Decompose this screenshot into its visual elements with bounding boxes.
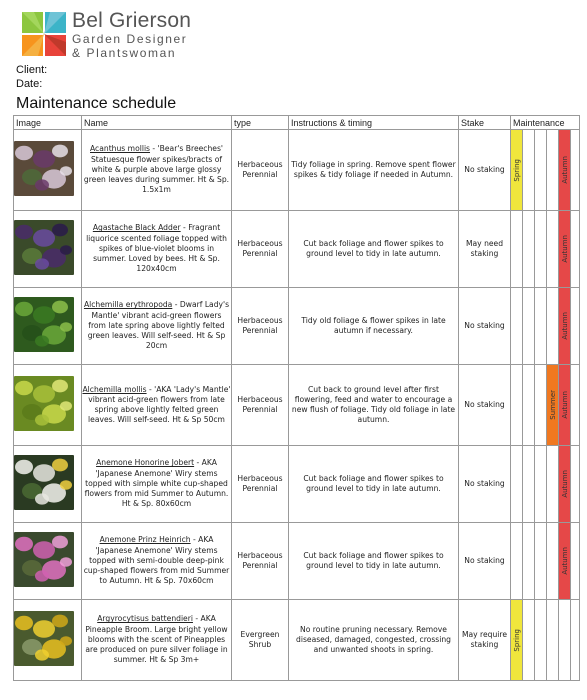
stake-info: No staking: [459, 523, 511, 600]
maintenance-cell: [535, 288, 547, 365]
plant-name-link[interactable]: Anemone Honorine Jobert: [96, 458, 195, 468]
table-row: [14, 523, 580, 600]
name-cell: [82, 288, 232, 365]
maintenance-cell: [523, 600, 535, 681]
plant-name-link[interactable]: Acanthus mollis: [90, 144, 151, 154]
plant-photo: [14, 376, 74, 431]
name-cell: [82, 365, 232, 446]
name-cell: [82, 523, 232, 600]
plant-description: - Dwarf Lady's Mantle' vibrant acid-green flowers from late spring above lightly felted green leaves. Will self-seed. Ht & Sp 20cm: [87, 300, 230, 351]
maintenance-cell: [511, 288, 523, 365]
image-cell: [14, 523, 82, 600]
instructions: Cut back foliage and flower spikes to ground level to tidy in late autumn.: [289, 211, 459, 288]
season-label: Spring: [512, 158, 521, 182]
name-cell: [82, 130, 232, 211]
stake-info: No staking: [459, 365, 511, 446]
table-row: [14, 446, 580, 523]
table-row: [14, 288, 580, 365]
col-header-instructions: Instructions & timing: [289, 116, 459, 130]
stake-info: May need staking: [459, 211, 511, 288]
maintenance-cell: [535, 365, 547, 446]
maintenance-cell: [547, 365, 559, 446]
image-cell: [14, 446, 82, 523]
plant-photo: [14, 297, 74, 352]
plant-photo: [14, 611, 74, 666]
maintenance-cell: [571, 288, 580, 365]
maintenance-cell: [547, 446, 559, 523]
plant-name-link[interactable]: Agastache Black Adder: [92, 223, 181, 233]
brand-name: Bel Grierson: [72, 9, 192, 32]
season-label: Autumn: [560, 156, 569, 184]
plant-description: - 'AKA 'Lady's Mantle' vibrant acid-green flowers from late spring above lightly felted green leaves. Will self-seed. Ht & Sp 50cm: [88, 384, 231, 425]
plant-type: Evergreen Shrub: [232, 600, 289, 681]
maintenance-cell: [523, 130, 535, 211]
maintenance-cell: [571, 446, 580, 523]
plant-photo: [14, 141, 74, 196]
season-label: Autumn: [560, 312, 569, 340]
name-cell: [82, 446, 232, 523]
stake-info: No staking: [459, 288, 511, 365]
date-label: Date:: [16, 78, 43, 90]
client-label: Client:: [16, 64, 48, 76]
table-row: [14, 130, 580, 211]
maintenance-cell: [571, 211, 580, 288]
stake-info: No staking: [459, 130, 511, 211]
season-label: Autumn: [560, 470, 569, 498]
maintenance-cell: [535, 523, 547, 600]
maintenance-cell: [535, 130, 547, 211]
plant-photo: [14, 220, 74, 275]
col-header-name: Name: [82, 116, 232, 130]
maintenance-cell: [511, 523, 523, 600]
plant-type: Herbaceous Perennial: [232, 365, 289, 446]
company-logo: [22, 12, 66, 56]
maintenance-cell: [571, 523, 580, 600]
instructions: Cut back foliage and flower spikes to ground level to tidy in late autumn.: [289, 446, 459, 523]
image-cell: [14, 288, 82, 365]
maintenance-cell: [523, 523, 535, 600]
brand-tagline-1: Garden Designer: [72, 32, 188, 46]
page-title: Maintenance schedule: [16, 95, 177, 112]
image-cell: [14, 130, 82, 211]
instructions: No routine pruning necessary. Remove diseased, damaged, congested, crossing and unwanted shoots in spring.: [289, 600, 459, 681]
maintenance-cell: [571, 130, 580, 211]
col-header-type: type: [232, 116, 289, 130]
maintenance-table: [13, 115, 580, 681]
image-cell: [14, 211, 82, 288]
plant-type: Herbaceous Perennial: [232, 523, 289, 600]
image-cell: [14, 600, 82, 681]
plant-description: - AKA Pineapple Broom. Large bright yellow blooms with the scent of Pineapples are produced on pure silver foliage in summer. Ht & Sp 3m+: [85, 614, 228, 665]
instructions: Cut back to ground level after first flowering, feed and water to encourage a new flush of foliage. Tidy old foliage in late autumn.: [289, 365, 459, 446]
maintenance-cell: [559, 211, 571, 288]
maintenance-cell: [511, 600, 523, 681]
maintenance-cell: [535, 600, 547, 681]
plant-name-link[interactable]: Alchemilla mollis: [82, 384, 147, 394]
brand: [72, 10, 191, 60]
season-label: Summer: [548, 390, 557, 420]
maintenance-cell: [511, 446, 523, 523]
col-header-image: Image: [14, 116, 82, 130]
maintenance-cell: [511, 365, 523, 446]
plant-description: - AKA 'Japanese Anemone' Wiry stems topped with simple white cup-shaped flowers from mid Summer to Autumn. Ht & Sp. 80x60cm: [84, 458, 229, 509]
plant-type: Herbaceous Perennial: [232, 446, 289, 523]
maintenance-cell: [559, 288, 571, 365]
maintenance-cell: [547, 523, 559, 600]
maintenance-cell: [559, 446, 571, 523]
maintenance-cell: [535, 446, 547, 523]
name-cell: [82, 211, 232, 288]
maintenance-cell: [535, 211, 547, 288]
name-cell: [82, 600, 232, 681]
maintenance-cell: [571, 600, 580, 681]
col-header-stake: Stake: [459, 116, 511, 130]
stake-info: May require staking: [459, 600, 511, 681]
table-row: [14, 600, 580, 681]
maintenance-cell: [559, 365, 571, 446]
season-label: Spring: [512, 628, 521, 652]
table-row: [14, 211, 580, 288]
maintenance-cell: [547, 211, 559, 288]
maintenance-cell: [511, 130, 523, 211]
maintenance-cell: [559, 600, 571, 681]
maintenance-cell: [547, 600, 559, 681]
season-label: Autumn: [560, 235, 569, 263]
plant-photo: [14, 532, 74, 587]
season-label: Autumn: [560, 547, 569, 575]
plant-type: Herbaceous Perennial: [232, 130, 289, 211]
plant-type: Herbaceous Perennial: [232, 288, 289, 365]
plant-name-link[interactable]: Argyrocytisus battendieri: [97, 614, 193, 624]
maintenance-cell: [511, 211, 523, 288]
plant-description: - Fragrant liquorice scented foliage topped with spikes of blue-violet blooms in summer. Loved by bees. Ht & Sp. 120x40cm: [86, 223, 227, 274]
table-row: [14, 365, 580, 446]
plant-type: Herbaceous Perennial: [232, 211, 289, 288]
maintenance-cell: [523, 446, 535, 523]
plant-description: - AKA 'Japanese Anemone' Wiry stems topped with semi-double deep-pink cup-shaped flowers from mid Summer to Autumn. Ht & Sp. 70x60cm: [83, 535, 230, 586]
maintenance-cell: [547, 130, 559, 211]
maintenance-cell: [559, 523, 571, 600]
instructions: Tidy foliage in spring. Remove spent flower spikes & tidy foliage if needed in Autumn.: [289, 130, 459, 211]
maintenance-cell: [559, 130, 571, 211]
plant-name-link[interactable]: Anemone Prinz Heinrich: [99, 535, 191, 545]
maintenance-cell: [523, 211, 535, 288]
season-label: Autumn: [560, 391, 569, 419]
brand-tagline-2: & Plantswoman: [72, 46, 177, 60]
plant-name-link[interactable]: Alchemilla erythropoda: [83, 300, 173, 310]
maintenance-cell: [523, 288, 535, 365]
instructions: Cut back foliage and flower spikes to ground level to tidy in late autumn.: [289, 523, 459, 600]
stake-info: No staking: [459, 446, 511, 523]
maintenance-cell: [523, 365, 535, 446]
instructions: Tidy old foliage & flower spikes in late autumn if necessary.: [289, 288, 459, 365]
col-header-maintenance: Maintenance: [511, 116, 580, 130]
table-header-row: [14, 116, 580, 130]
plant-description: - 'Bear's Breeches' Statuesque flower spikes/bracts of white & purple above large glossy green leaves during summer. Ht & Sp. 1.5x1m: [83, 144, 230, 195]
plant-photo: [14, 455, 74, 510]
image-cell: [14, 365, 82, 446]
maintenance-cell: [547, 288, 559, 365]
maintenance-cell: [571, 365, 580, 446]
